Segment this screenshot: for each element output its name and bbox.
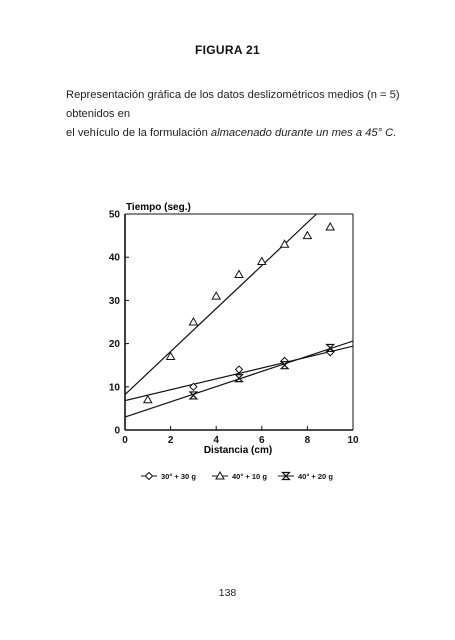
data-point-series-2 [144, 396, 152, 403]
legend-marker-series-1 [146, 473, 153, 480]
chart-legend [141, 472, 333, 481]
fit-line-series-3 [125, 341, 353, 417]
y-tick-label: 10 [108, 382, 120, 394]
x-tick-label: 10 [347, 435, 359, 446]
x-tick-label: 2 [167, 435, 174, 446]
y-axis-label: Tiempo (seg.) [126, 202, 191, 213]
y-tick-label: 20 [108, 339, 120, 351]
caption-line-1: Representación gráfica de los datos deslizométricos medios (n = 5) obtenidos en [66, 89, 400, 120]
data-point-series-2 [189, 318, 197, 325]
y-tick-label: 50 [108, 209, 120, 221]
legend-label-series-1: 30° + 30 g [161, 472, 196, 481]
x-tick-label: 8 [304, 435, 311, 446]
data-points [144, 223, 334, 403]
x-axis-label: Distancia (cm) [203, 445, 273, 456]
data-point-series-1 [236, 366, 243, 373]
figure-label: FIGURA 21 [195, 43, 260, 57]
y-tick-label: 0 [114, 425, 120, 437]
data-point-series-2 [258, 258, 266, 265]
regression-lines [125, 214, 353, 417]
caption-line-2-normal: el vehículo de la formulación [66, 127, 211, 139]
fit-line-series-2 [125, 214, 317, 395]
page-number: 138 [218, 587, 237, 599]
legend-label-series-3: 40° + 20 g [298, 472, 333, 481]
data-point-series-2 [326, 223, 334, 230]
x-tick-label: 6 [259, 435, 265, 446]
x-tick-label: 4 [213, 435, 219, 446]
data-point-series-2 [235, 270, 243, 277]
data-point-series-2 [212, 292, 220, 299]
x-tick-label: 0 [122, 435, 128, 446]
data-point-series-2 [303, 232, 311, 239]
legend-label-series-2: 40° + 10 g [232, 472, 267, 481]
y-tick-label: 40 [108, 252, 120, 264]
y-tick-label: 30 [108, 295, 120, 307]
caption-line-2-italic: almacenado durante un mes a 45° C. [210, 127, 397, 139]
